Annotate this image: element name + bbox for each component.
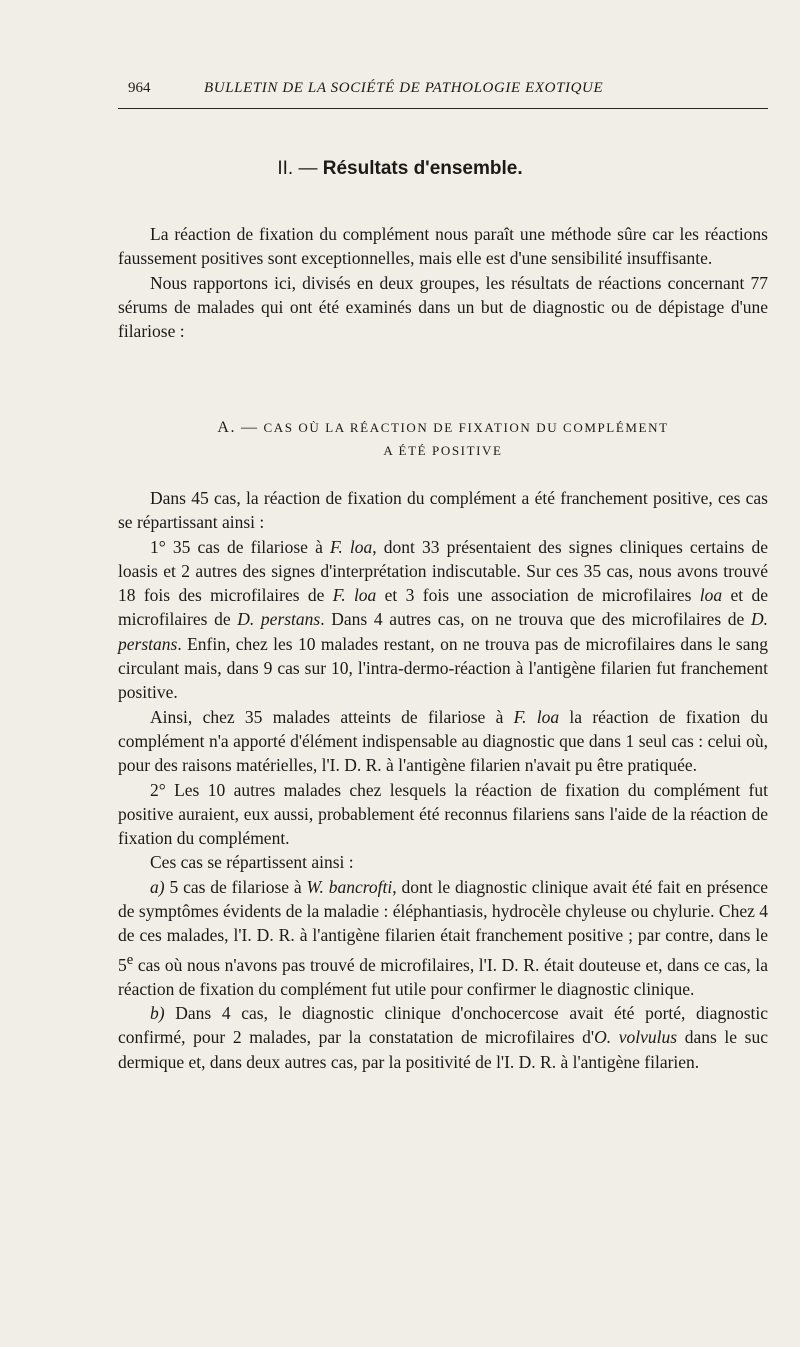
body-paragraph-4: 2° Les 10 autres malades chez lesquels la réaction de fixation du complément fut positive auraient, eux aussi, probablement été reconnus filariens sans l'aide de la réaction de fixation du complément.: [118, 779, 768, 849]
body-paragraph-2: 1° 35 cas de filariose à F. loa, dont 33 présentaient des signes cliniques certains de loasis et 2 autres des signes d'interprétation indiscutable. Sur ces 35 cas, nous avons trouvé 18 fois des microfilaires de F. loa et 3 fois une association de microfilaires loa et de microfilaires de D. perstans. Dans 4 autres cas, on ne trouva que des microfilaires de D. perstans. Enfin, chez les 10 malades restant, on ne trouva pas de microfilaires dans le sang circulant mais, dans 9 cas sur 10, l'intra-dermo-réaction à l'antigène filarien fut franchement positive.: [118, 536, 768, 703]
body-paragraph-5: Ces cas se répartissent ainsi :: [150, 852, 354, 873]
subsection-heading: [118, 416, 768, 462]
intro-paragraph-2: Nous rapportons ici, divisés en deux groupes, les résultats de réactions concernant 77 sérums de malades qui ont été examinés dans un but de diagnostic ou de dépistage d'une filariose :: [118, 272, 768, 342]
body-paragraph-3: Ainsi, chez 35 malades atteints de filariose à F. loa la réaction de fixation du complément n'a apporté d'élément indispensable au diagnostic que dans 1 seul cas : celui où, pour des raisons matérielles, l'I. D. R. à l'antigène filarien n'avait pu être pratiquée.: [118, 706, 768, 776]
section-heading: [0, 158, 800, 180]
page-number: 964: [128, 80, 151, 96]
section-dash: —: [298, 158, 318, 179]
body-paragraph-6: a) 5 cas de filariose à W. bancrofti, dont le diagnostic clinique avait été fait en présence de symptômes évidents de la maladie : éléphantiasis, hydrocèle chyleuse ou chylurie. Chez 4 de ces malades, l'I. D. R. à l'antigène filarien était franchement positive ; par contre, dans le 5e cas où nous n'avons pas trouvé de microfilaires, l'I. D. R. était douteuse et, dans ce cas, la réaction de fixation du complément fut utile pour confirmer le diagnostic clinique.: [118, 876, 768, 999]
body-paragraph-1: Dans 45 cas, la réaction de fixation du complément a été franchement positive, ces cas se répartissant ainsi :: [118, 488, 768, 533]
header-rule: [118, 108, 768, 109]
subsection-line-1: A. — CAS OÙ LA RÉACTION DE FIXATION DU COMPLÉMENT: [217, 419, 669, 436]
section-number: II.: [277, 158, 294, 179]
intro-paragraph-1: La réaction de fixation du complément nous paraît une méthode sûre car les réactions faussement positives sont exceptionnelles, mais elle est d'une sensibilité insuffisante.: [118, 224, 768, 269]
body-block: [118, 486, 768, 1074]
running-header: [118, 80, 768, 104]
section-title: Résultats d'ensemble.: [322, 158, 523, 179]
body-paragraph-7: b) Dans 4 cas, le diagnostic clinique d'onchocercose avait été porté, diagnostic confirmé, pour 2 malades, par la constatation de microfilaires d'O. volvulus dans le suc dermique et, dans deux autres cas, par la positivité de l'I. D. R. à l'antigène filarien.: [118, 1003, 768, 1072]
journal-title: BULLETIN DE LA SOCIÉTÉ DE PATHOLOGIE EXOTIQUE: [204, 80, 604, 96]
intro-block: [118, 222, 768, 343]
subsection-line-2: A ÉTÉ POSITIVE: [383, 443, 503, 458]
